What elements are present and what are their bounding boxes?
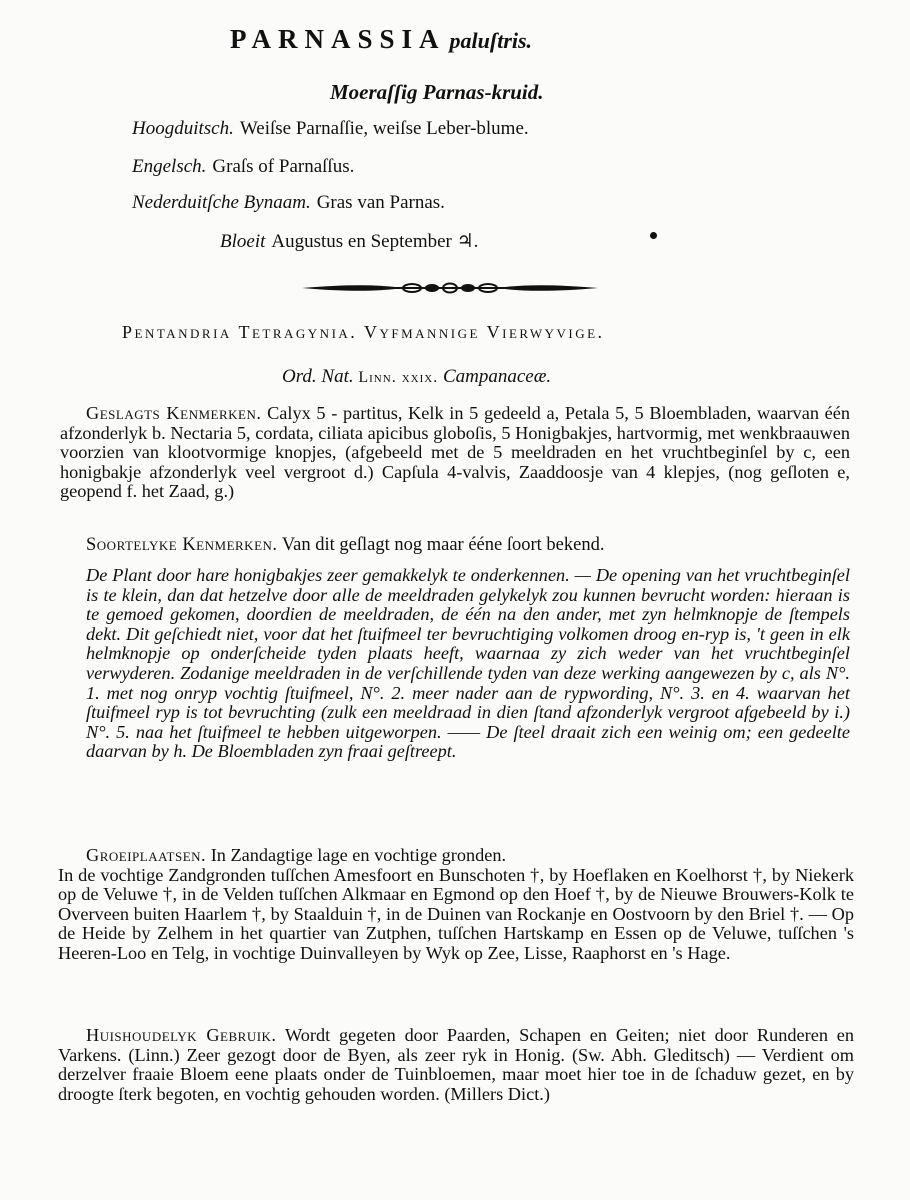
species-name: paluſtris.: [449, 28, 533, 53]
order-linn: Linn. xxix.: [358, 369, 439, 386]
household-use: [58, 1026, 854, 1104]
household-use-heading: Huishoudelyk Gebruik.: [86, 1025, 277, 1045]
habitats-heading: Groeiplaatsen.: [86, 845, 207, 865]
name-german-label: Hoogduitsch.: [132, 118, 234, 139]
natural-order: [282, 366, 551, 388]
habitats-locations: In de vochtige Zandgronden tuſſchen Amesfoort en Bunschoten †, by Hoeflaken en Koelhorst †, by Niekerk op de Veluwe †, in de Velden tuſſchen Alkmaar en Egmond op den Hoef †, by de Nieuwe Brouwers-Kolk te Overveen buiten Haarlem †, by Staalduin †, in de Duinen van Rockanje en Oostvoorn by den Briel †. — Op de Heide by Zelhem in het quartier van Zutphen, tuſſchen Hartskamp en Essen op de Veluwe, tuſſchen 's Heeren-Loo en Telg, in vochtige Duinvalleyen by Wyk op Zee, Lisse, Raaphorst en 's Hage.: [58, 864, 854, 963]
flowering-period: [220, 230, 478, 253]
name-english-value: Graſs of Parnaſſus.: [212, 156, 355, 177]
name-dutch-alias-label: Nederduitſche Bynaam.: [132, 192, 311, 213]
species-characters: [86, 536, 846, 556]
linnaean-class: Pentandria Tetragynia. Vyfmannige Vierwyvige.: [122, 322, 605, 342]
flowering-value: Augustus en September ♃.: [271, 231, 479, 252]
page-title: [230, 24, 532, 55]
habitats: [58, 846, 854, 964]
name-dutch-alias: [132, 192, 445, 214]
household-use-text: Wordt gegeten door Paarden, Schapen en Geiten; niet door Runderen en Varkens. (Linn.) Zeer gezogt door de Byen, als zeer ryk in Honig. (Sw. Abh. Gleditsch) — Verdient om derzelver fraaie Bloem eene plaats onder de Tuinbloemen, maar moet hier toe in de ſchaduw gezet, en by droogte ſterk begoten, en vochtig gehouden worden. (Millers Dict.): [58, 1025, 854, 1104]
name-english-label: Engelsch.: [132, 156, 207, 177]
dutch-name: Moeraſſig Parnas-kruid.: [330, 80, 544, 104]
genus-characters-heading: Geslagts Kenmerken.: [86, 403, 262, 423]
plant-description: De Plant door hare honigbakjes zeer gemakkelyk te onderkennen. — De opening van het vruchtbeginſel is te klein, dan dat hetzelve door alle de meeldraden gelykelyk zou kunnen bevrucht worden: hieraan is te gemoed gekomen, doordien de meeldraden, de één na den ander, met zyn helmknopje de ſtempels dekt. Dit geſchiedt niet, voor dat het ſtuifmeel ter bevruchtiging volkomen droog en-ryp is, 't geen in elk helmknopje op onderſcheide tyden plaats heeft, waarnaa zy zich weder van het vruchtbeginſel verwyderen. Zodanige meeldraden in de verſchillende tyden van deze werking aangewezen by c, als N°. 1. met nog onryp vochtig ſtuifmeel, N°. 2. meer nader aan de rypwording, N°. 3. en 4. waarvan het ſtuifmeel ryp is tot bevruchting (zulk een meeldraad in dien ſtand afzonderlyk vergroot afgebeeld by i.) N°. 5. naa het ſtuifmeel te hebben uitgeworpen. —— De ſteel draait zich een weinig om; een gedeelte daarvan by h. De Bloembladen zyn fraai geſtreept.: [86, 565, 850, 762]
ink-dot: [650, 232, 657, 239]
genus-characters-text: Calyx 5 - partitus, Kelk in 5 gedeeld a, Petala 5, 5 Bloembladen, waarvan één afzonderlyk b. Nectaria 5, cordata, ciliata apicibus globoſis, 5 Honigbakjes, hartvormig, met wenkbraauwen voorzien van klootvormige knopjes, (afgebeeld met de 5 meeldraden en het vruchtbeginſel by c, een honigbakje afzonderlyk veel vergroot d.) Capſula 4-valvis, Zaaddoosje van 4 klepjes, (nog geſloten e, geopend f. het Zaad, g.): [60, 403, 850, 502]
genus-name: PARNASSIA: [230, 24, 446, 54]
name-german: [132, 118, 529, 140]
habitats-intro: In Zandagtige lage en vochtige gronden.: [210, 845, 507, 865]
name-english: [132, 156, 354, 178]
name-dutch-alias-value: Gras van Parnas.: [316, 192, 445, 213]
flowering-label: Bloeit: [220, 231, 266, 252]
genus-characters: [60, 404, 850, 502]
order-name: Campanaceæ.: [442, 366, 552, 387]
ornament-divider: [300, 280, 600, 296]
name-german-value: Weiſse Parnaſſie, weiſse Leber-blume.: [239, 118, 529, 139]
species-characters-heading: Soortelyke Kenmerken.: [86, 535, 278, 555]
order-prefix: Ord. Nat.: [282, 366, 354, 387]
species-characters-text: Van dit geſlagt nog maar ééne ſoort bekend.: [281, 535, 605, 555]
